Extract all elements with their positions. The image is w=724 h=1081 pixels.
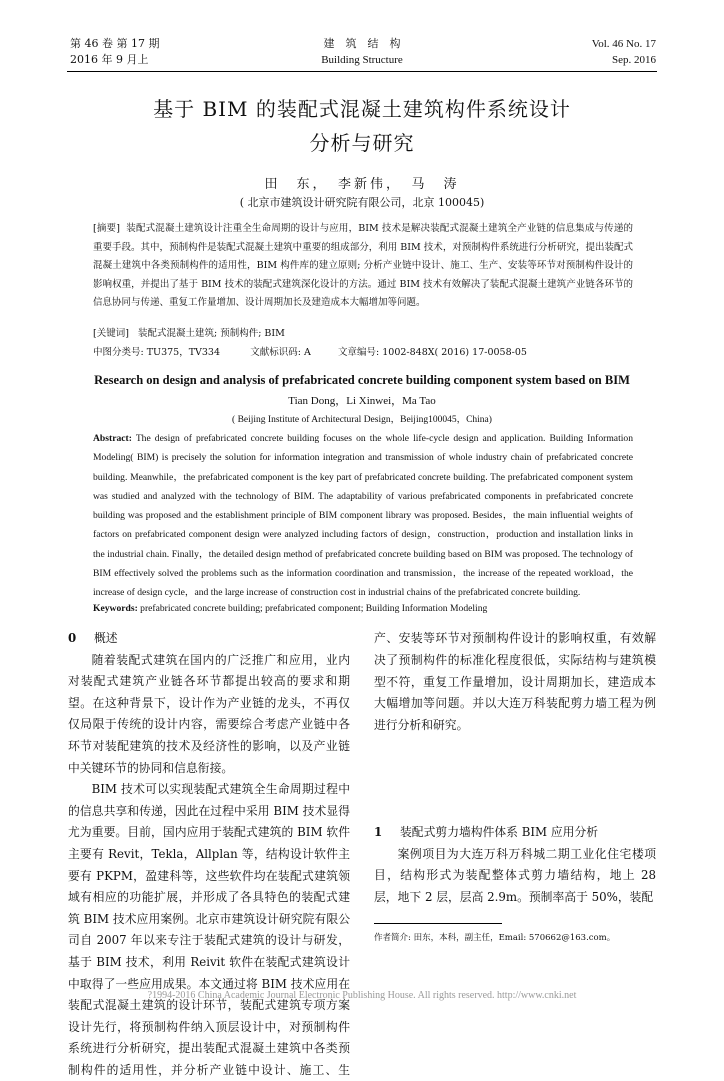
body-right-column <box>374 628 656 908</box>
keywords-en <box>93 603 653 614</box>
abstract-en-text: The design of prefabricated concrete building focuses on the whole life-cycle design and application. Building Information Modeling( BIM) is precisely the solution for information integration and transmission of whole industry chain of prefabricated concrete building. Meanwhile，the prefabricated component is the key part of prefabricated concrete building. The prefabricated component system was studied and analyzed with the technology of BIM. The adaptability of various prefabricated components in prefabricated concrete building was proposed and the establishment principle of BIM component library was proposed. Besides，the main influential weights of factors on prefabricated component design were analyzed including factors of design，construction，production and installation links in the industrial chain. Finally，the detailed design method of prefabricated concrete building based on BIM was proposed. The technology of BIM effectively solved the problems such as the information coordination and transmission，the increase of the repeated workload，the increase of design cycle，and the large increase of construction cost in industrial chains of the prefabricated concrete building. <box>93 433 633 599</box>
journal-name-cn: 建 筑 结 构 <box>323 37 401 50</box>
header-right <box>592 36 656 68</box>
section-number: 0 <box>68 631 77 645</box>
abstract-cn-label: [摘要] <box>93 223 120 234</box>
volume-en: Vol. 46 No. 17 <box>591 38 656 50</box>
abstract-cn-text: 装配式混凝土建筑设计注重全生命周期的设计与应用，BIM 技术是解决装配式混凝土建筑全产业链的信息集成与传递的重要手段。其中，预制构件是装配式混凝土建筑中重要的组成部分，利用 BIM 技术，对预制构件系统进行分析研究，提出装配式混凝土建筑中各类预制构件的适用性，BIM 构件库的建立原则; 分析产业链中设计、施工、生产、安装等环节对预制构件设计的影响权重，并提出了基于 BIM 技术的装配式建筑深化设计的方法。通过 BIM 技术有效解决了装配式混凝土建筑产业链各环节的信息协同与传递、重复工作量增加、设计周期加长及建造成本大幅增加等问题。 <box>93 223 633 308</box>
section-number: 1 <box>374 825 383 839</box>
paper-title-line2: 分析与研究 <box>309 131 415 155</box>
keywords-cn-text: 装配式混凝土建筑; 预制构件; BIM <box>137 328 285 339</box>
english-authors: Tian Dong，Li Xinwei，Ma Tao <box>288 395 436 407</box>
date-en: Sep. 2016 <box>612 54 656 66</box>
english-title: Research on design and analysis of prefabricated concrete building component system based on BIM <box>94 373 630 387</box>
paragraph-1: 随着装配式建筑在国内的广泛推广和应用，业内对装配式建筑产业链各环节都提出较高的要求和期望。在这种背景下，设计作为产业链的龙头，不再仅仅局限于传统的设计内容，需要综合考虑产业链中各环节对装配建筑的技术及经济性的影响，以及产业链中关键环节的协同和信息衔接。 <box>68 652 350 775</box>
section-heading-0 <box>68 628 350 650</box>
paragraph-2: BIM 技术可以实现装配式建筑全生命周期过程中的信息共享和传递，因此在过程中采用 BIM 技术显得尤为重要。目前，国内应用于装配式建筑的 BIM 软件主要有 Revit，Tekla，Allplan 等，结构设计软件主要有 PKPM，盈建科等，这些软件均在装配式建筑领域有相应的功能扩展，并形成了各具特色的装配式建筑 BIM 技术应用案例。北京市建筑设计研究院有限公司自 2007 年以来专注于装配式建筑的设计与研发，基于 BIM 技术，利用 Reivit 软件在装配式建筑设计中取得了一些应用成果。本文通过将 BIM 技术应用在装配式混凝土建筑的设计环节，装配式建筑专项方案设计先行，将预制构件纳入顶层设计中，对预制构件系统进行分析研究，提出装配式混凝土建筑中各类预制构件的适用性，并分析产业链中设计、施工、生 <box>68 782 350 1077</box>
paragraph-3: 案例项目为大连万科万科城二期工业化住宅楼项目，结构形式为装配整体式剪力墙结构，地上 28 层，地下 2 层，层高 2.9m。预制率高于 50%，装配 <box>374 846 656 904</box>
body-left-column <box>68 628 350 1081</box>
author-footnote: 作者简介: 田东，本科，副主任，Email: 570662@163.com。 <box>374 933 616 943</box>
abstract-en <box>93 429 633 603</box>
keywords-cn-label: [关键词] <box>93 328 129 339</box>
classification-line <box>93 344 653 362</box>
abstract-en-label: Abstract: <box>93 433 132 444</box>
clc-number: 中图分类号: TU375，TV334 <box>93 347 221 358</box>
article-number: 文章编号: 1002-848X( 2016) 17-0058-05 <box>338 347 527 358</box>
date-cn: 2016 年 9 月上 <box>70 53 149 66</box>
copyright-footer: ?1994-2016 China Academic Journal Electronic Publishing House. All rights reserved. http://www.cnki.net <box>147 990 577 1001</box>
keywords-en-label: Keywords: <box>93 603 138 614</box>
english-affiliation: ( Beijing Institute of Architectural Design，Beijing100045，China) <box>232 415 492 425</box>
affiliation-cn: ( 北京市建筑设计研究院有限公司，北京 100045) <box>239 196 485 209</box>
footnote-divider <box>374 923 502 924</box>
authors-cn: 田 东， 李新伟， 马 涛 <box>264 177 460 192</box>
section-title: 概述 <box>94 631 118 645</box>
keywords-en-text: prefabricated concrete building; prefabricated component; Building Information Modeling <box>140 603 488 614</box>
abstract-cn <box>93 220 633 313</box>
paragraph-2-continued-text: 产、安装等环节对预制构件设计的影响权重，有效解决了预制构件的标准化程度很低，实际结构与建筑模型不符，重复工作量增加，设计周期加长，建造成本大幅增加等问题。并以大连万科装配剪力墙工程为例进行分析和研究。 <box>374 631 656 732</box>
section-heading-1 <box>374 822 656 844</box>
document-code: 文献标识码: A <box>250 347 311 358</box>
keywords-cn <box>93 325 653 343</box>
volume-cn: 第 46 卷 第 17 期 <box>70 37 160 50</box>
paragraph-2-continued <box>374 628 656 822</box>
section-title: 装配式剪力墙构件体系 BIM 应用分析 <box>400 825 599 839</box>
header-divider <box>67 71 657 72</box>
journal-name-en: Building Structure <box>321 54 403 66</box>
paper-title-line1: 基于 BIM 的装配式混凝土建筑构件系统设计 <box>153 97 571 121</box>
